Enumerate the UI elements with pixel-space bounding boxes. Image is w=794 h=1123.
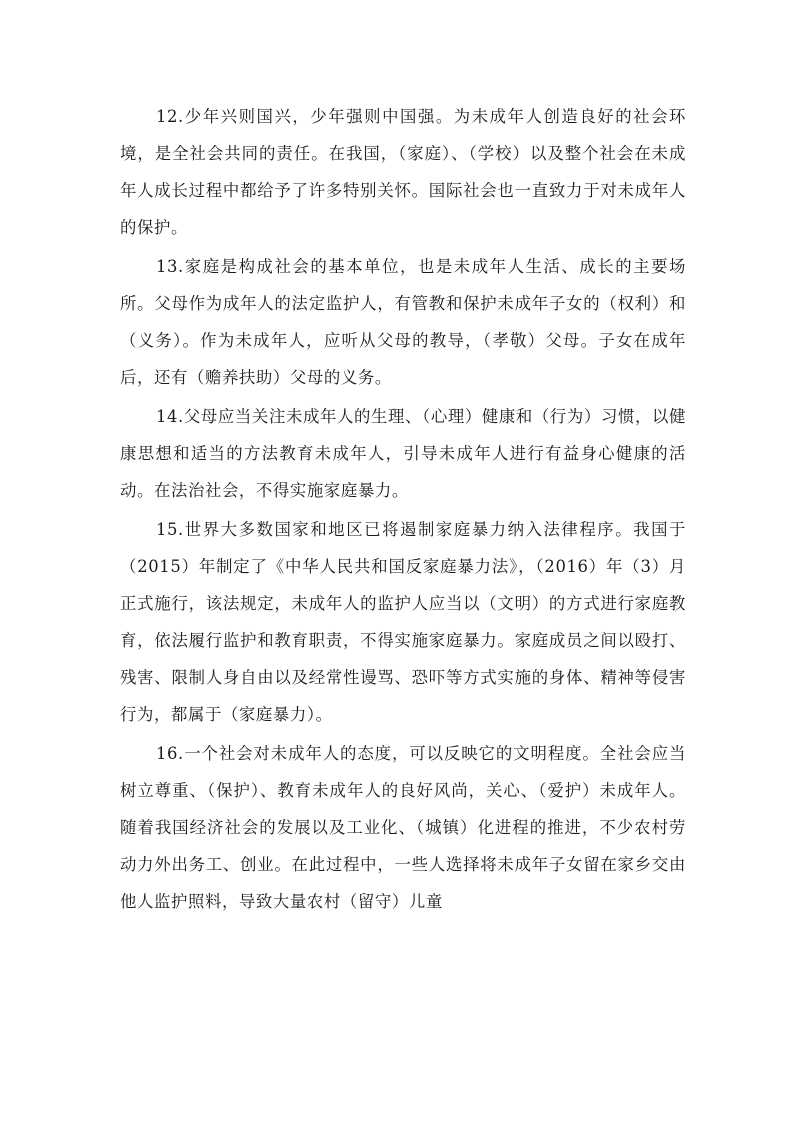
paragraph-16: 16.一个社会对未成年人的态度，可以反映它的文明程度。全社会应当树立尊重、（保护）、教育未成年人的良好风尚，关心、（爱护）未成年人。随着我国经济社会的发展以及工业化、（城镇）化进程的推进，不少农村劳动力外出务工、创业。在此过程中，一些人选择将未成年子女留在家乡交由他人监护照料，导致大量农村（留守）儿童 [120,744,686,911]
paragraph-12: 12.少年兴则国兴，少年强则中国强。为未成年人创造良好的社会环境，是全社会共同的责任。在我国，（家庭）、（学校）以及整个社会在未成年人成长过程中都给予了许多特别关怀。国际社会也一直致力于对未成年人的保护。 [120,107,686,237]
paragraph-13: 13.家庭是构成社会的基本单位，也是未成年人生活、成长的主要场所。父母作为成年人的法定监护人，有管教和保护未成年子女的（权利）和（义务）。作为未成年人，应听从父母的教导，（孝敬）父母。子女在成年后，还有（赡养扶助）父母的义务。 [120,257,686,387]
paragraph-15: 15.世界大多数国家和地区已将遏制家庭暴力纳入法律程序。我国于（2015）年制定了《中华人民共和国反家庭暴力法》，（2016）年（3）月正式施行，该法规定，未成年人的监护人应当以（文明）的方式进行家庭教育，依法履行监护和教育职责，不得实施家庭暴力。家庭成员之间以殴打、残害、限制人身自由以及经常性谩骂、恐吓等方式实施的身体、精神等侵害行为，都属于（家庭暴力）。 [120,520,686,724]
paragraph-14: 14.父母应当关注未成年人的生理、（心理）健康和（行为）习惯，以健康思想和适当的方法教育未成年人，引导未成年人进行有益身心健康的活动。在法治社会，不得实施家庭暴力。 [120,407,686,500]
document-body [120,98,686,922]
